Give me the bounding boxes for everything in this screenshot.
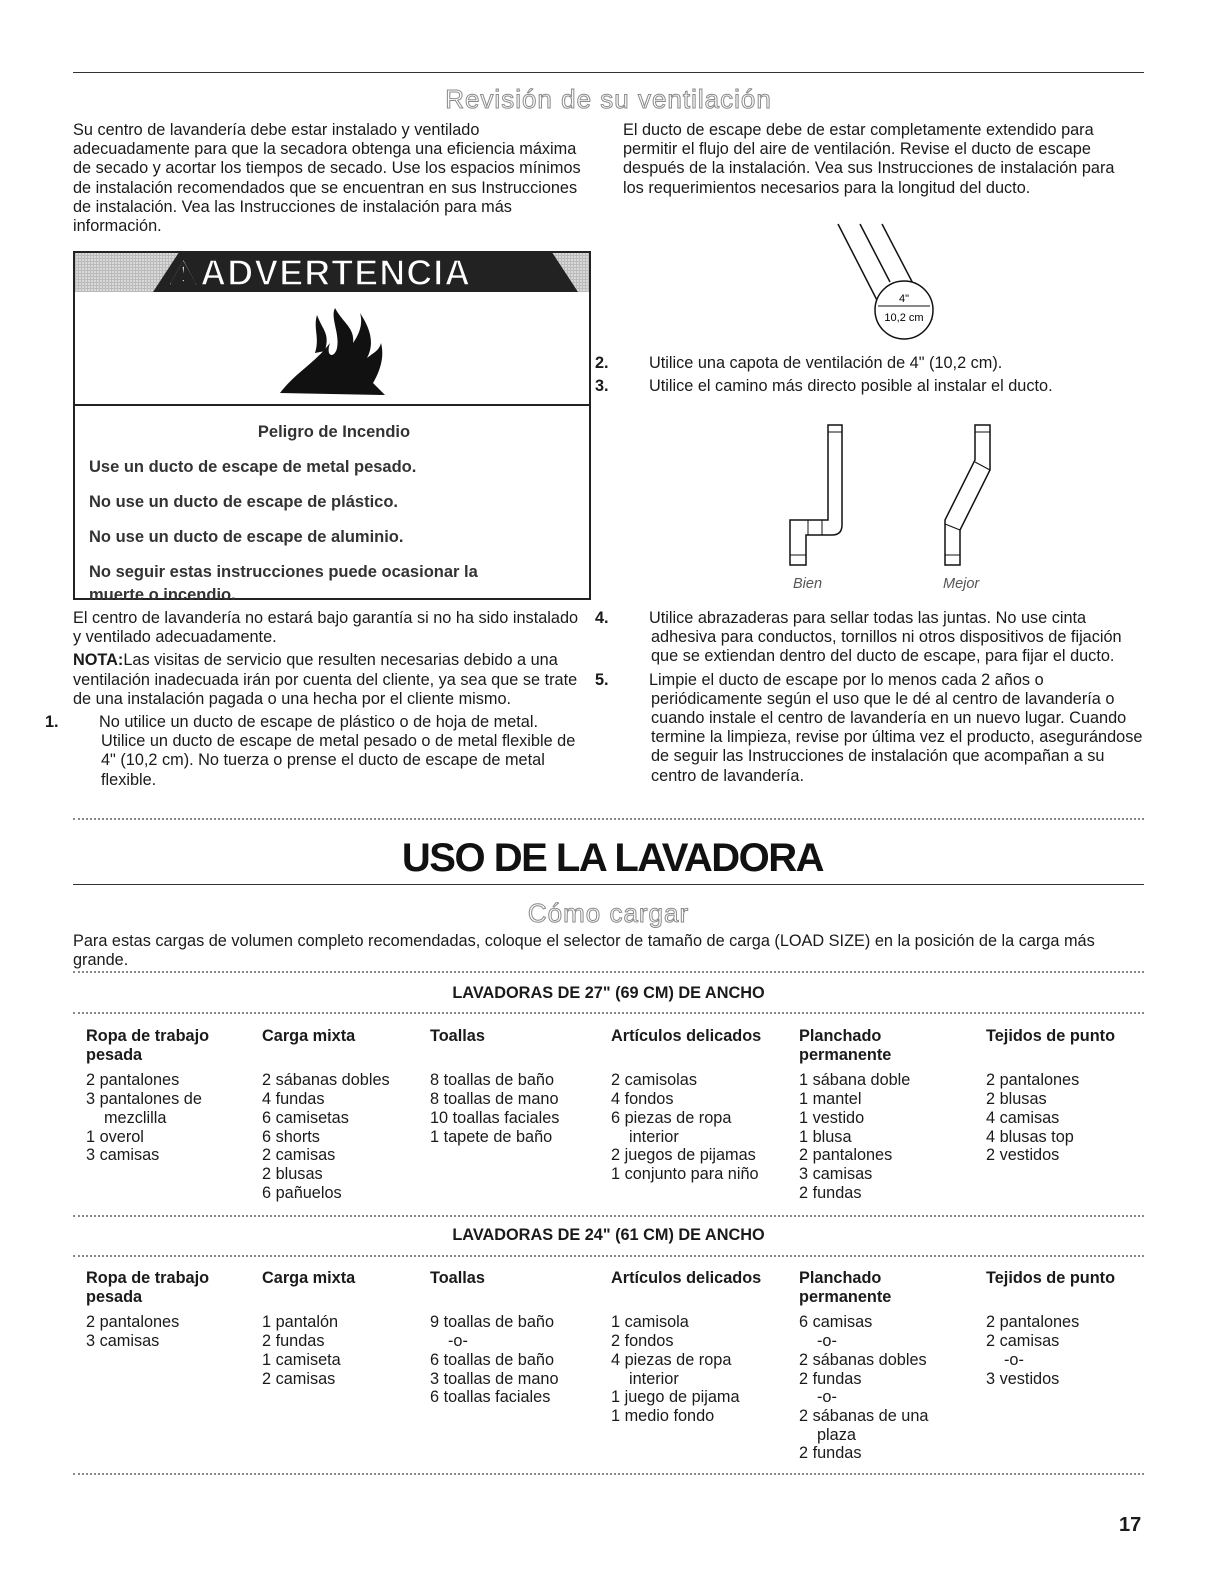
list-item-text: Utilice abrazaderas para sellar todas las juntas. No use cinta adhesiva para conductos, tornillos ni otros dispositivos de fijación que se extiendan dentro del ducto de escape, para fijar el ducto. bbox=[649, 609, 1122, 666]
warning-separator bbox=[75, 404, 589, 406]
table-cell: 2 pantalones bbox=[986, 1313, 1080, 1332]
table-cell: 2 fundas bbox=[799, 1183, 862, 1202]
warning-title-text: ADVERTENCIA bbox=[200, 252, 472, 293]
table-cell: 6 camisas bbox=[799, 1313, 873, 1332]
column-header bbox=[86, 1269, 209, 1306]
table-cell: 6 toallas faciales bbox=[430, 1388, 551, 1407]
column-header-line: Toallas bbox=[430, 1027, 485, 1045]
table-title-24: LAVADORAS DE 24" (61 CM) DE ANCHO bbox=[452, 1226, 765, 1244]
table-rule bbox=[73, 1473, 1144, 1475]
table-cell: 2 pantalones bbox=[86, 1313, 180, 1332]
column-header-line: permanente bbox=[799, 1287, 892, 1306]
nota-text: Las visitas de servicio que resulten necesarias debido a una ventilación inadecuada irán por cuenta del cliente, ya sea que se trate de una instalación pagada o una hecha por el cliente mismo. bbox=[73, 651, 578, 708]
header-spacer bbox=[986, 1288, 1115, 1307]
table-cell: 2 camisas bbox=[986, 1332, 1060, 1351]
warning-line: Use un ducto de escape de metal pesado. bbox=[89, 458, 417, 476]
table-column bbox=[986, 1269, 1115, 1388]
column-header bbox=[430, 1027, 559, 1064]
column-header bbox=[799, 1027, 910, 1064]
table-rule bbox=[73, 971, 1144, 973]
column-header-line: Carga mixta bbox=[262, 1269, 356, 1287]
table-column bbox=[799, 1269, 928, 1463]
table-cell: 4 camisas bbox=[986, 1108, 1060, 1127]
table-cell: 1 camisola bbox=[611, 1313, 689, 1332]
table-cell: 6 shorts bbox=[262, 1127, 320, 1146]
column-header-line: Planchado bbox=[799, 1027, 882, 1045]
list-number: 2. bbox=[595, 354, 609, 372]
table-cell: 2 blusas bbox=[262, 1164, 323, 1183]
table-cell: 2 camisolas bbox=[611, 1071, 697, 1090]
loading-intro: Para estas cargas de volumen completo recomendadas, coloque el selector de tamaño de carga (LOAD SIZE) en la posición de la carga más grande. bbox=[73, 932, 1095, 970]
table-cell: 2 sábanas dobles bbox=[262, 1071, 390, 1090]
column-header bbox=[611, 1027, 761, 1064]
table-cell: 1 sábana doble bbox=[799, 1071, 911, 1090]
ventilation-intro: Su centro de lavandería debe estar instalado y ventilado adecuadamente para que la secadora obtenga una eficiencia máxima de secado y acortar los tiempos de secado. Use los espacios mínimos de instalación recomendados que se encuentran en sus Instrucciones de instalación. Vea las Instrucciones de instalación para más información. bbox=[73, 121, 581, 236]
list-number: 3. bbox=[595, 377, 609, 396]
right-list-upper bbox=[595, 354, 1138, 400]
table-cell: 2 pantalones bbox=[986, 1071, 1080, 1090]
header-spacer bbox=[430, 1046, 559, 1065]
table-column bbox=[986, 1027, 1115, 1165]
warning-line: No use un ducto de escape de aluminio. bbox=[89, 528, 404, 546]
header-spacer bbox=[611, 1288, 761, 1307]
table-rule bbox=[73, 1255, 1144, 1257]
nota-paragraph bbox=[73, 651, 583, 709]
table-cell: 2 sábanas dobles bbox=[799, 1350, 927, 1369]
list-item-3 bbox=[595, 377, 1138, 396]
caption-better: Mejor bbox=[943, 576, 980, 592]
list-number: 4. bbox=[595, 609, 609, 627]
table-cell: interior bbox=[629, 1127, 679, 1146]
column-header-line: Toallas bbox=[430, 1269, 485, 1287]
nota-label: NOTA: bbox=[73, 651, 124, 670]
duct-dim-inch: 4" bbox=[898, 293, 910, 305]
list-number: 5. bbox=[595, 670, 609, 689]
fire-icon bbox=[275, 303, 395, 398]
duct-diameter-diagram bbox=[830, 222, 950, 342]
table-cell: 1 overol bbox=[86, 1127, 144, 1146]
main-title: USO DE LA LAVADORA bbox=[401, 836, 824, 880]
column-header-line: Tejidos de punto bbox=[986, 1269, 1116, 1287]
table-cell: 3 camisas bbox=[86, 1146, 160, 1165]
list-item-1 bbox=[45, 713, 583, 790]
warning-title bbox=[167, 253, 471, 292]
header-spacer bbox=[611, 1046, 761, 1065]
list-item-5 bbox=[595, 670, 1143, 786]
table-cell: 1 juego de pijama bbox=[611, 1388, 740, 1407]
column-header bbox=[86, 1027, 209, 1064]
table-cell: 3 pantalones de bbox=[86, 1090, 202, 1109]
column-header bbox=[262, 1027, 390, 1064]
table-column bbox=[86, 1269, 209, 1351]
section-heading-loading: Cómo cargar bbox=[527, 898, 690, 928]
table-cell: 2 fundas bbox=[799, 1369, 862, 1388]
column-header-line: Ropa de trabajo bbox=[86, 1269, 210, 1287]
column-header-line: permanente bbox=[799, 1045, 892, 1064]
left-bottom-text bbox=[45, 609, 583, 794]
list-item-text: Utilice el camino más directo posible al instalar el ducto. bbox=[649, 377, 1053, 396]
table-cell: 2 camisas bbox=[262, 1146, 336, 1165]
column-header-line: Tejidos de punto bbox=[986, 1027, 1116, 1045]
table-cell: 2 camisas bbox=[262, 1369, 336, 1388]
column-header-line: pesada bbox=[86, 1045, 143, 1064]
column-header-line: Ropa de trabajo bbox=[86, 1027, 210, 1045]
table-cell: -o- bbox=[817, 1388, 837, 1407]
table-cell: 4 piezas de ropa bbox=[611, 1350, 732, 1369]
table-column bbox=[262, 1027, 390, 1202]
table-cell: 1 tapete de baño bbox=[430, 1127, 553, 1146]
table-rule bbox=[73, 1215, 1144, 1217]
list-item-text: Limpie el ducto de escape por lo menos cada 2 años o periódicamente según el uso que le dé al centro de lavandería o cuando instale el centro de lavandería en un nuevo lugar. Cuando termine la limpieza, revise por última vez el producto, asegurándose de seguir las Instrucciones de instalación que acompañan a su centro de lavandería. bbox=[649, 670, 1143, 785]
main-title-rule bbox=[73, 884, 1144, 885]
table-cell: 1 pantalón bbox=[262, 1313, 339, 1332]
table-cell: 1 medio fondo bbox=[611, 1406, 715, 1425]
column-header-line: pesada bbox=[86, 1287, 143, 1306]
table-cell: -o- bbox=[448, 1332, 468, 1351]
column-header bbox=[986, 1027, 1115, 1064]
table-cell: 1 camiseta bbox=[262, 1350, 341, 1369]
list-item-text: Utilice una capota de ventilación de 4" (10,2 cm). bbox=[649, 354, 1003, 372]
table-cell: 4 fundas bbox=[262, 1090, 325, 1109]
column-header bbox=[430, 1269, 559, 1306]
table-column bbox=[611, 1269, 761, 1426]
right-list-lower bbox=[595, 609, 1143, 790]
table-cell: 2 sábanas de una bbox=[799, 1406, 929, 1425]
section-divider bbox=[73, 818, 1144, 820]
table-cell: 1 conjunto para niño bbox=[611, 1164, 759, 1183]
table-column bbox=[86, 1027, 209, 1165]
page-number: 17 bbox=[1119, 1514, 1142, 1536]
column-header bbox=[986, 1269, 1115, 1306]
table-cell: 9 toallas de baño bbox=[430, 1313, 555, 1332]
table-cell: 3 camisas bbox=[799, 1164, 873, 1183]
warning-line: No seguir estas instrucciones puede ocasionar la muerte o incendio. bbox=[89, 563, 478, 604]
column-header bbox=[799, 1269, 928, 1306]
table-column bbox=[430, 1027, 559, 1146]
table-cell: 1 mantel bbox=[799, 1090, 862, 1109]
column-header-line: Artículos delicados bbox=[611, 1269, 762, 1287]
caption-good: Bien bbox=[793, 576, 823, 592]
table-cell: 3 vestidos bbox=[986, 1369, 1060, 1388]
table-column bbox=[430, 1269, 559, 1407]
warranty-text: El centro de lavandería no estará bajo garantía si no ha sido instalado y ventilado adecuadamente. bbox=[73, 609, 579, 647]
table-cell: 2 pantalones bbox=[86, 1071, 180, 1090]
table-cell: -o- bbox=[1004, 1350, 1024, 1369]
table-rule bbox=[73, 1012, 1144, 1014]
table-cell: 4 fondos bbox=[611, 1090, 674, 1109]
list-number: 1. bbox=[45, 713, 59, 732]
table-cell: 3 toallas de mano bbox=[430, 1369, 559, 1388]
column-header bbox=[611, 1269, 761, 1306]
table-cell: 1 blusa bbox=[799, 1127, 852, 1146]
table-cell: 1 vestido bbox=[799, 1108, 865, 1127]
right-intro: El ducto de escape debe de estar completamente extendido para permitir el flujo del aire de ventilación. Revise el ducto de escape después de la instalación. Vea sus Instrucciones de instalación para los requerimientos necesarios para la longitud del ducto. bbox=[623, 121, 1115, 197]
warning-hazard-title: Peligro de Incendio bbox=[257, 423, 411, 441]
column-header-line: Planchado bbox=[799, 1269, 882, 1287]
table-cell: mezclilla bbox=[104, 1108, 167, 1127]
table-cell: 4 blusas top bbox=[986, 1127, 1074, 1146]
column-header-line: Artículos delicados bbox=[611, 1027, 762, 1045]
table-cell: plaza bbox=[817, 1425, 856, 1444]
header-spacer bbox=[262, 1046, 390, 1065]
duct-dim-cm: 10,2 cm bbox=[884, 312, 924, 324]
warning-text bbox=[89, 421, 579, 619]
table-cell: 6 toallas de baño bbox=[430, 1350, 555, 1369]
table-column bbox=[262, 1269, 355, 1388]
header-spacer bbox=[986, 1046, 1115, 1065]
table-cell: 2 juegos de pijamas bbox=[611, 1146, 756, 1165]
duct-route-better-diagram bbox=[935, 420, 1015, 570]
duct-route-good-diagram bbox=[780, 420, 860, 570]
header-spacer bbox=[430, 1288, 559, 1307]
column-header bbox=[262, 1269, 355, 1306]
table-cell: 10 toallas faciales bbox=[430, 1108, 560, 1127]
table-cell: 2 pantalones bbox=[799, 1146, 893, 1165]
table-cell: 2 fundas bbox=[799, 1444, 862, 1463]
table-column bbox=[611, 1027, 761, 1184]
header-spacer bbox=[262, 1288, 355, 1307]
warning-triangle-icon: ⚠ bbox=[167, 252, 201, 293]
column-header-line: Carga mixta bbox=[262, 1027, 356, 1045]
table-cell: 2 fondos bbox=[611, 1332, 674, 1351]
table-column bbox=[799, 1027, 910, 1202]
table-cell: 2 fundas bbox=[262, 1332, 325, 1351]
table-cell: 2 vestidos bbox=[986, 1146, 1060, 1165]
table-cell: interior bbox=[629, 1369, 679, 1388]
warning-line: No use un ducto de escape de plástico. bbox=[89, 493, 398, 511]
table-cell: 6 piezas de ropa bbox=[611, 1108, 732, 1127]
table-cell: 3 camisas bbox=[86, 1332, 160, 1351]
list-item-2 bbox=[595, 354, 1138, 373]
table-cell: 8 toallas de baño bbox=[430, 1071, 555, 1090]
table-cell: 6 camisetas bbox=[262, 1108, 349, 1127]
table-title-27: LAVADORAS DE 27" (69 CM) DE ANCHO bbox=[452, 984, 765, 1002]
warning-box bbox=[73, 251, 591, 604]
table-cell: 2 blusas bbox=[986, 1090, 1047, 1109]
table-cell: 6 pañuelos bbox=[262, 1183, 342, 1202]
list-item-text: No utilice un ducto de escape de plástico o de hoja de metal. Utilice un ducto de escape de metal pesado o de metal flexible de 4" (10,2 cm). No tuerza o prense el ducto de escape de metal flexible. bbox=[99, 713, 576, 789]
table-cell: -o- bbox=[817, 1332, 837, 1351]
top-rule bbox=[73, 72, 1144, 73]
table-cell: 8 toallas de mano bbox=[430, 1090, 559, 1109]
section-heading-ventilation: Revisión de su ventilación bbox=[445, 84, 772, 114]
list-item-4 bbox=[595, 609, 1143, 667]
